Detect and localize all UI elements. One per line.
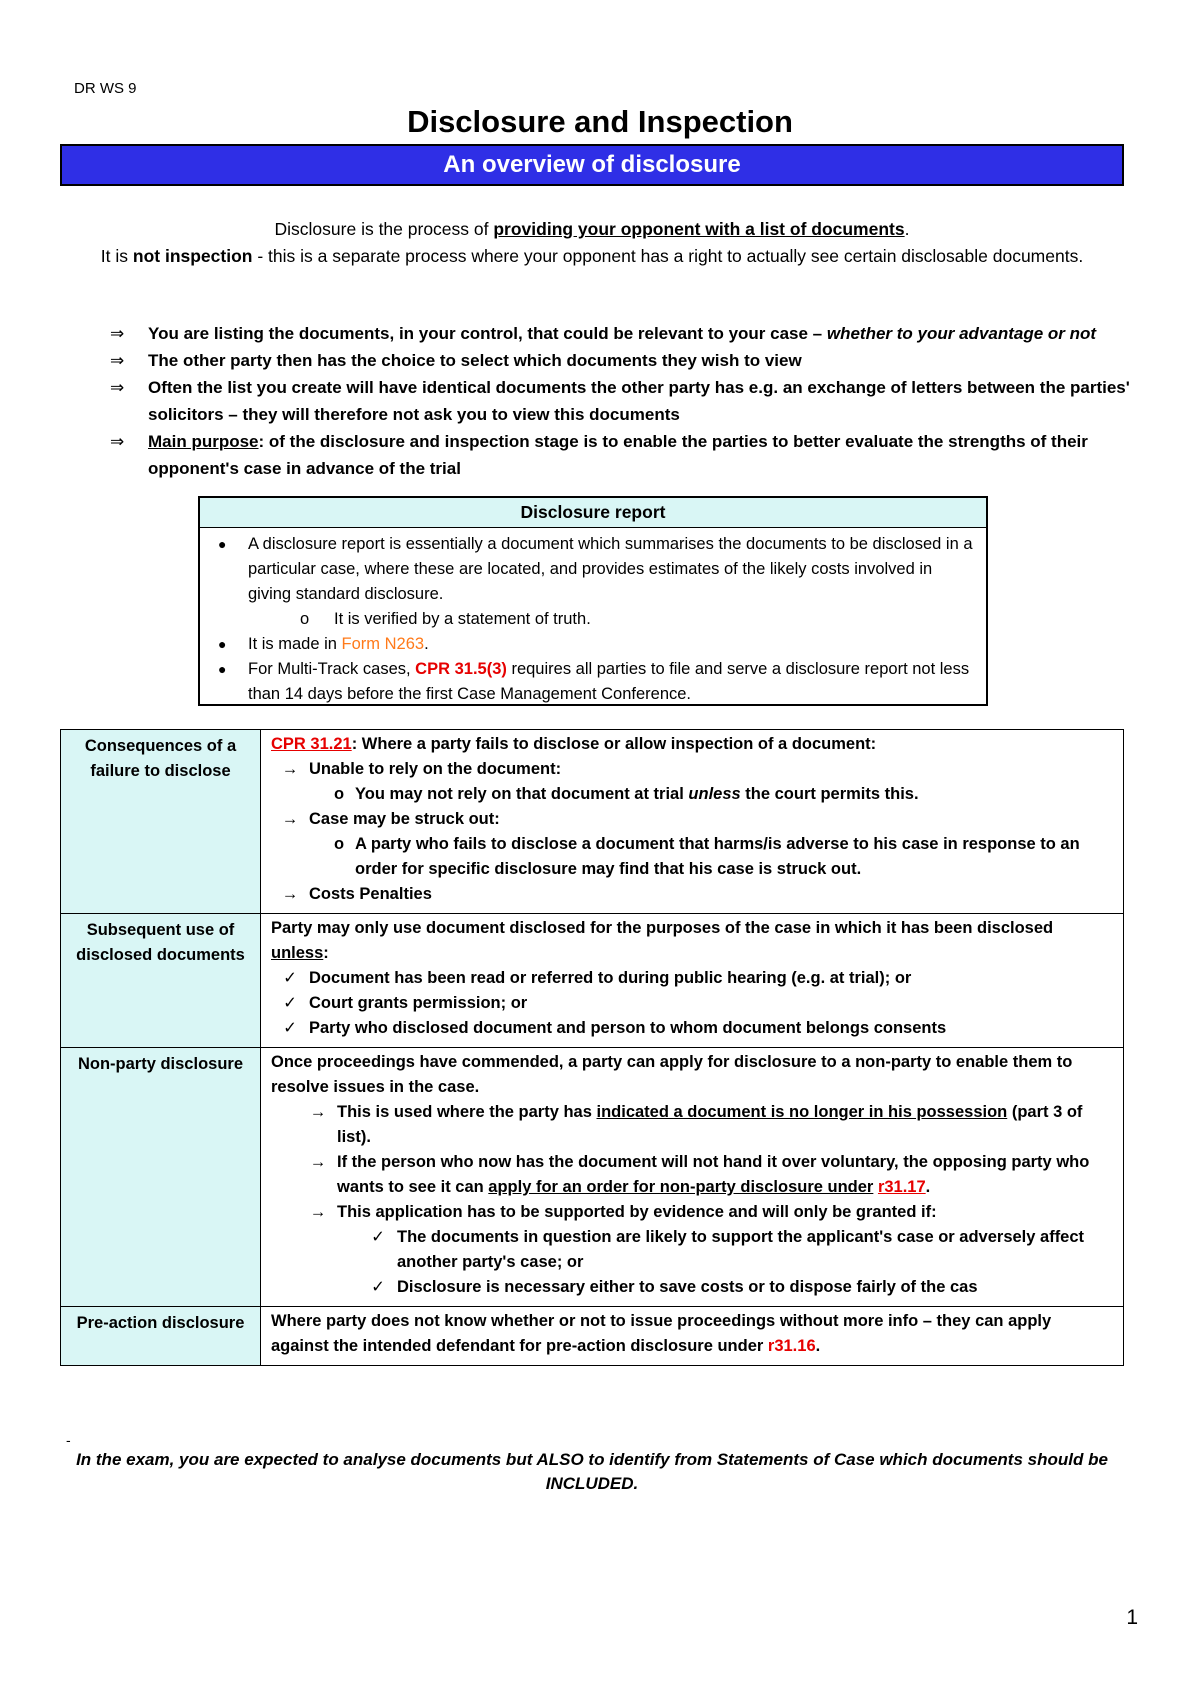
list-item: ⇒ Often the list you create will have identical documents the other party has e.g. an exchange of letters between the parties' solicitors – they will therefore not ask you to view this documents	[110, 374, 1140, 428]
row-content: Where party does not know whether or not to issue proceedings without more info – they can apply against the intended defendant for pre-action disclosure under r31.16.	[261, 1307, 1124, 1366]
intro-paragraph	[60, 216, 1124, 270]
sub-bullet-icon: o	[333, 785, 345, 803]
intro-line-1: Disclosure is the process of providing your opponent with a list of documents.	[274, 219, 910, 239]
row-content: Party may only use document disclosed for the purposes of the case in which it has been disclosed unless: ✓ Document has been read or referred to during public hearing (e.g. at trial); or ✓ Court grants permission; or ✓ Party who disclosed document and person to whom document belongs consents	[261, 914, 1124, 1048]
row-content: CPR 31.21: Where a party fails to disclose or allow inspection of a document: → Unable to rely on the document: o You may not rely on that document at trial unless the court permits this. → Case may be struck out: o A party who fails to disclose a document that harms/is adverse to his case in response to an order for specific disclosure may find that his case is struck out. → Costs Penalties	[261, 730, 1124, 914]
form-n263-link[interactable]: Form N263	[341, 635, 425, 653]
check-icon: ✓	[283, 1019, 297, 1037]
section-banner: An overview of disclosure	[60, 144, 1124, 186]
bullet-icon: ●	[218, 536, 227, 552]
disclosure-report-heading: Disclosure report	[200, 498, 986, 528]
page-title: Disclosure and Inspection	[407, 104, 793, 139]
disclosure-topics-table	[60, 729, 1124, 1366]
list-item: ⇒ The other party then has the choice to select which documents they wish to view	[110, 347, 1140, 374]
sub-bullet-icon: o	[300, 610, 310, 628]
table-row	[61, 914, 1124, 1048]
check-icon: ✓	[283, 994, 297, 1012]
disclosure-report-box	[198, 496, 988, 706]
exam-note: In the exam, you are expected to analyse documents but ALSO to identify from Statements of Case which documents should be INCLUDED.	[76, 1450, 1108, 1493]
arrow-icon: →	[309, 1203, 327, 1221]
intro-key-phrase: providing your opponent with a list of documents	[493, 219, 905, 239]
check-icon: ✓	[371, 1228, 385, 1246]
double-arrow-icon: ⇒	[110, 432, 125, 451]
cpr-31-21-link[interactable]: CPR 31.21	[271, 735, 352, 753]
page-number: 1	[1126, 1606, 1138, 1629]
double-arrow-icon: ⇒	[110, 351, 125, 370]
row-content: Once proceedings have commended, a party can apply for disclosure to a non-party to enable them to resolve issues in the case. → This is used where the party has indicated a document is no longer in his possession (part 3 of list). → If the person who now has the document will not hand it over voluntary, the opposing party who wants to see it can apply for an order for non-party disclosure under r31.17. → This application has to be supported by evidence and will only be granted if: ✓ The documents in question are likely to support the applicant's case or adversely affect another party's case; or ✓ Disclosure is necessary either to save costs or to dispose fairly of the cas	[261, 1048, 1124, 1307]
overview-bullet-list	[110, 320, 1140, 482]
course-code: DR WS 9	[74, 80, 137, 97]
arrow-icon: →	[281, 885, 299, 903]
list-item: ⇒ You are listing the documents, in your control, that could be relevant to your case – whether to your advantage or not	[110, 320, 1140, 347]
table-row	[61, 730, 1124, 914]
r31-16-link[interactable]: r31.16	[767, 1337, 816, 1355]
stray-dash: -	[66, 1432, 71, 1448]
arrow-icon: →	[281, 810, 299, 828]
row-label: Non-party disclosure	[61, 1048, 261, 1307]
cpr-31-5-link[interactable]: CPR 31.5(3)	[415, 660, 507, 678]
double-arrow-icon: ⇒	[110, 324, 125, 343]
list-item: ● A disclosure report is essentially a document which summarises the documents to be disclosed in a particular case, where these are located, and provides estimates of the likely costs involved in giving standard disclosure.	[210, 532, 976, 607]
row-label: Consequences of a failure to disclose	[61, 730, 261, 914]
list-sub-item: o It is verified by a statement of truth.	[210, 607, 976, 632]
bullet-icon: ●	[218, 661, 227, 677]
row-label: Pre-action disclosure	[61, 1307, 261, 1366]
bullet-icon: ●	[218, 636, 227, 652]
arrow-icon: →	[309, 1153, 327, 1171]
r31-17-link[interactable]: r31.17	[877, 1178, 926, 1196]
arrow-icon: →	[281, 760, 299, 778]
list-item: ⇒ Main purpose: of the disclosure and inspection stage is to enable the parties to better evaluate the strengths of their opponent's case in advance of the trial	[110, 428, 1140, 482]
arrow-icon: →	[309, 1103, 327, 1121]
list-item: ● It is made in Form N263.	[210, 632, 976, 657]
table-row	[61, 1048, 1124, 1307]
sub-bullet-icon: o	[333, 835, 345, 853]
check-icon: ✓	[371, 1278, 385, 1296]
check-icon: ✓	[283, 969, 297, 987]
row-label: Subsequent use of disclosed documents	[61, 914, 261, 1048]
table-row	[61, 1307, 1124, 1366]
double-arrow-icon: ⇒	[110, 378, 125, 397]
intro-line-2: It is not inspection - this is a separate process where your opponent has a right to actually see certain disclosable documents.	[100, 246, 1084, 266]
list-item: ● For Multi-Track cases, CPR 31.5(3) requires all parties to file and serve a disclosure report not less than 14 days before the first Case Management Conference.	[210, 657, 976, 707]
